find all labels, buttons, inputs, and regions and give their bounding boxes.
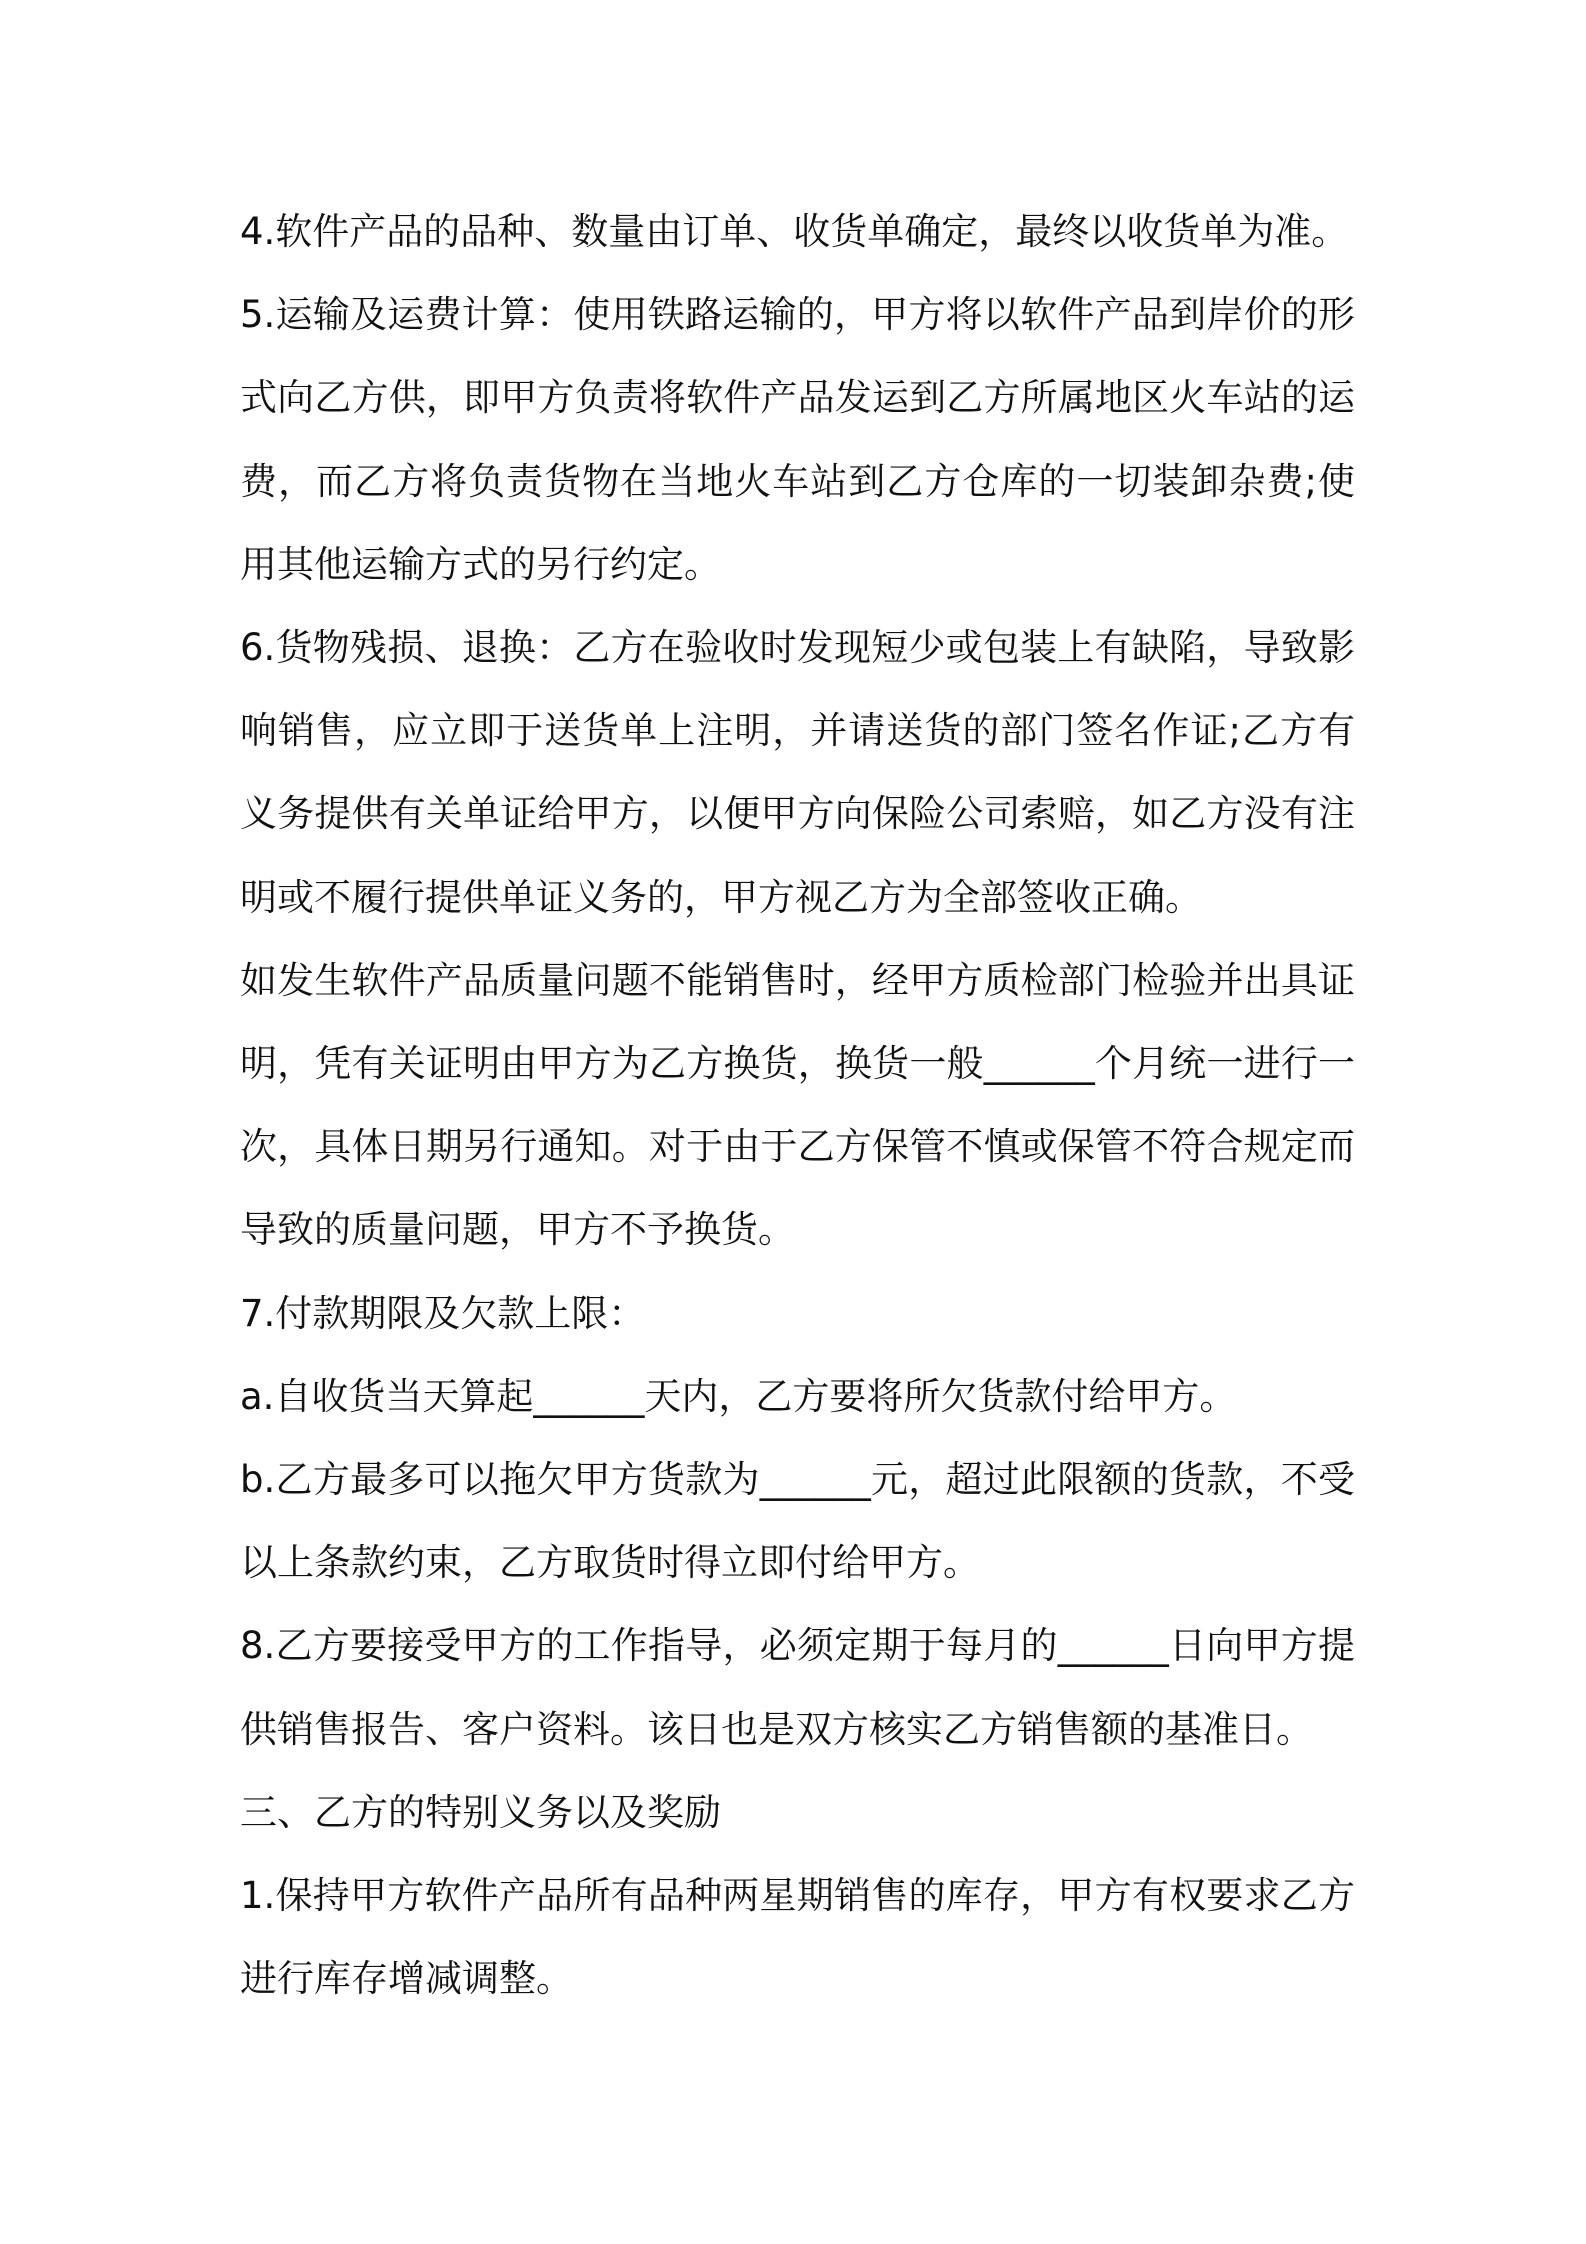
clause-7a: a.自收货当天算起______天内，乙方要将所欠货款付给甲方。 bbox=[240, 1374, 1237, 1418]
document-body bbox=[240, 190, 1355, 2020]
clause-6-damage-return: 6.货物残损、退换：乙方在验收时发现短少或包装上有缺陷，导致影响销售，应立即于送货单上注明，并请送货的部门签名作证;乙方有义务提供有关单证给甲方，以便甲方向保险公司索赔，如乙方没有注明或不履行提供单证义务的，甲方视乙方为全部签收正确。 bbox=[240, 626, 1355, 919]
clause-8: 8.乙方要接受甲方的工作指导，必须定期于每月的______日向甲方提供销售报告、客户资料。该日也是双方核实乙方销售额的基准日。 bbox=[240, 1624, 1355, 1751]
section-3-clause-1: 1.保持甲方软件产品所有品种两星期销售的库存，甲方有权要求乙方进行库存增减调整。 bbox=[240, 1874, 1355, 2001]
clause-5-transport: 5.运输及运费计算：使用铁路运输的，甲方将以软件产品到岸价的形式向乙方供，即甲方负责将软件产品发运到乙方所属地区火车站的运费，而乙方将负责货物在当地火车站到乙方仓库的一切装卸杂费;使用其他运输方式的另行约定。 bbox=[240, 293, 1355, 586]
section-3-heading: 三、乙方的特别义务以及奖励 bbox=[240, 1790, 721, 1834]
clause-7-heading: 7.付款期限及欠款上限： bbox=[240, 1291, 646, 1335]
clause-6-quality-exchange: 如发生软件产品质量问题不能销售时，经甲方质检部门检验并出具证明，凭有关证明由甲方为乙方换货，换货一般______个月统一进行一次，具体日期另行通知。对于由于乙方保管不慎或保管不符合规定而导致的质量问题，甲方不予换货。 bbox=[240, 958, 1355, 1252]
clause-7b: b.乙方最多可以拖欠甲方货款为______元，超过此限额的货款，不受以上条款约束，乙方取货时得立即付给甲方。 bbox=[240, 1458, 1355, 1585]
clause-4: 4.软件产品的品种、数量由订单、收货单确定，最终以收货单为准。 bbox=[240, 210, 1349, 253]
